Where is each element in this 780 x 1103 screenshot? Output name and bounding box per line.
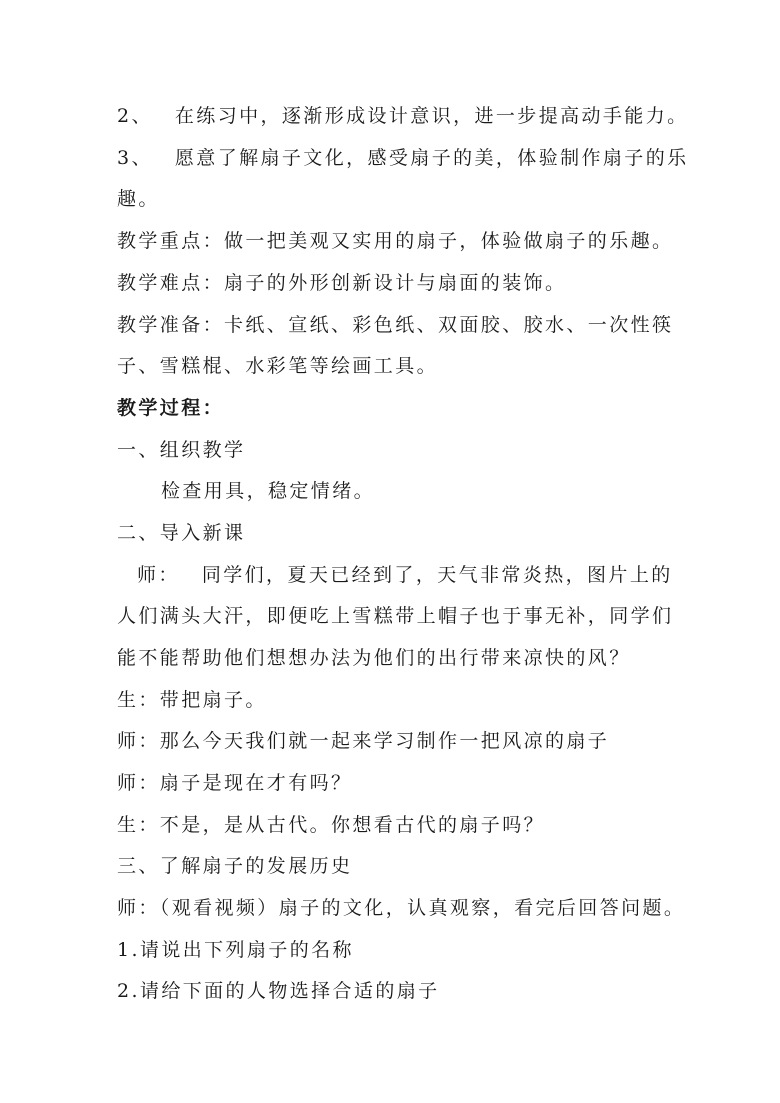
teacher-intro-line-3: 能不能帮助他们想想办法为他们的出行带来凉快的风？	[117, 647, 631, 669]
dialogue-line-1: 生：带把扇子。	[117, 689, 267, 711]
process-heading: 教学过程：	[117, 397, 225, 419]
section-2-title: 二、导入新课	[117, 522, 246, 544]
objective-2-number: 2、	[117, 105, 153, 127]
key-point: 教学重点：做一把美观又实用的扇子，体验做扇子的乐趣。	[117, 230, 674, 252]
dialogue-line-3: 师：扇子是现在才有吗？	[117, 772, 353, 794]
objective-3-continuation: 趣。	[117, 188, 160, 210]
question-1: 1.请说出下列扇子的名称	[117, 939, 354, 961]
objective-3-number: 3、	[117, 147, 153, 169]
teacher-intro-speaker: 师：	[137, 564, 180, 586]
difficult-point: 教学难点：扇子的外形创新设计与扇面的装饰。	[117, 272, 567, 294]
objective-3-text: 愿意了解扇子文化，感受扇子的美，体验制作扇子的乐	[174, 147, 689, 169]
section-1-body: 检查用具，稳定情绪。	[161, 480, 376, 502]
dialogue-line-4: 生：不是，是从古代。你想看古代的扇子吗？	[117, 814, 546, 836]
question-2: 2.请给下面的人物选择合适的扇子	[117, 980, 440, 1002]
section-1-title: 一、组织教学	[117, 439, 246, 461]
objective-2-text: 在练习中，逐渐形成设计意识，进一步提高动手能力。	[174, 105, 689, 127]
teacher-intro-text: 同学们，夏天已经到了，天气非常炎热，图片上的	[201, 564, 673, 586]
objective-2	[117, 104, 689, 128]
teacher-intro-line-2: 人们满头大汗，即便吃上雪糕带上帽子也于事无补，同学们	[117, 605, 674, 627]
teacher-intro-line-1	[137, 563, 673, 587]
section-3-intro: 师：（观看视频）扇子的文化，认真观察，看完后回答问题。	[117, 897, 686, 919]
dialogue-line-2: 师：那么今天我们就一起来学习制作一把风凉的扇子	[117, 730, 610, 752]
preparation-line-1: 教学准备：卡纸、宣纸、彩色纸、双面胶、胶水、一次性筷	[117, 314, 674, 336]
preparation-line-2: 子、雪糕棍、水彩笔等绘画工具。	[117, 355, 439, 377]
section-3-title: 三、了解扇子的发展历史	[117, 855, 353, 877]
objective-3	[117, 146, 689, 170]
